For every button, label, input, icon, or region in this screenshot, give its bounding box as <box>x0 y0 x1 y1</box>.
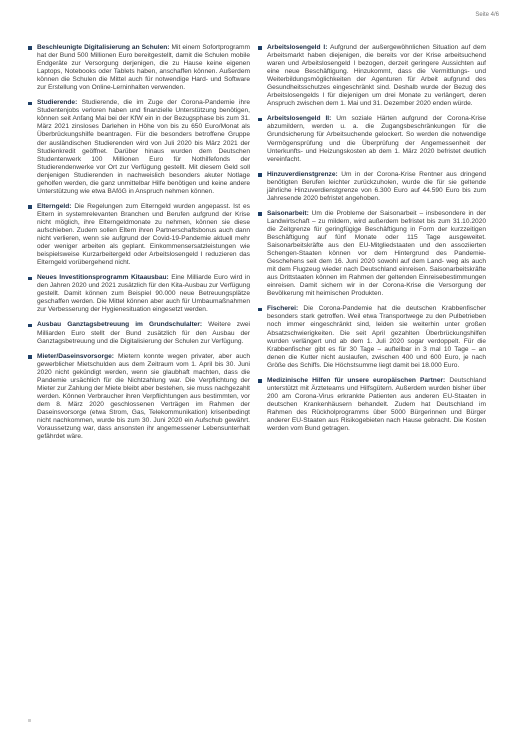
entry-kitaausbau <box>28 274 250 314</box>
entry-text: Die Corona-Pandemie hat die deutschen Krabbenfischer besonders stark getroffen. Weil etwa Transportwege zu den Pulbetrieben noch immer eingeschränkt sind, leiden sie weiterhin unter großen Absatzschwierigkeiten. Die seit April gezahlten Überbrückungshilfen wurden verlängert und ab dem 1. Juli 2020 sogar verdoppelt. Für die Krabbenfischer gibt es für 30 Tage – aufteilbar in 3 mal 10 Tage – an denen die Kutter nicht auslaufen, zwischen 400 und 600 Euro, je nach Größe des Schiffs. Die Höchstsumme liegt damit bei 18.000 Euro. <box>267 305 486 369</box>
bullet-icon <box>258 379 262 383</box>
entry-text: Um soziale Härten aufgrund der Corona-Krise abzumildern, werden u. a. die Zugangsbeschränkungen für die Grundsicherung für Arbeitsuchende gelockert. So werden die notwendige Vermögensprüfung und die Überprüfung der Angemessenheit der Unterkunfts- und Heizungskosten ab dem 1. März 2020 befristet deutlich vereinfacht. <box>267 115 487 163</box>
left-column <box>28 44 250 448</box>
entry-elterngeld <box>28 203 250 267</box>
bullet-icon <box>258 308 262 312</box>
entry-title: Medizinische Hilfen für unsere europäischen Partner: <box>267 376 446 384</box>
entry-title: Arbeitslosengeld I: <box>267 44 328 51</box>
entry-digitalisierung <box>28 44 250 92</box>
entry-title: Mieter/Daseinsvorsorge: <box>37 352 114 360</box>
entry-title: Beschleunigte Digitalisierung an Schulen: <box>37 44 170 51</box>
entry-text: Deutschland unterstützt mit Ärzteteams und Hilfsgütern. Außerdem wurden bisher über 200 am Corona-Virus erkrankte Patienten aus anderen EU-Staaten in deutschen Krankenhäusern behandelt. Zudem hat Deutschland im Rahmen des Rückholprogramms über 5000 Bürgerinnen und Bürger anderer EU-Staaten aus Risikogebieten nach Hause gebracht. Die Kosten werden vom Bund getragen. <box>267 376 486 433</box>
bullet-icon <box>258 46 262 50</box>
entry-title: Saisonarbeit: <box>267 209 309 217</box>
entry-text: Um in der Corona-Krise Rentner aus dringend benötigten Berufen leichter zurückzuholen, wurde die für sie geltende jährliche Hinzuverdienstgrenze von 6.300 Euro auf 44.590 Euro bis zum Jahresende 2020 befristet angehoben. <box>267 170 486 202</box>
entry-title: Hinzuverdienstgrenze: <box>267 170 338 178</box>
bullet-icon <box>28 205 32 209</box>
entry-arbeitslosengeld-1 <box>258 44 486 108</box>
entry-text: Aufgrund der außergewöhnlichen Situation auf dem Arbeitsmarkt haben diejenigen, die bereits vor der Krise arbeitsuchend waren und Arbeitslosengeld I bezogen, derzeit geringere Aussichten auf eine neue Beschäftigung. Hinzukommt, dass die Vermittlungs- und Weiterbildungsmöglichkeiten der Agenturen für Arbeit aufgrund des Gesundheitsschutzes eingeschränkt sind. Deshalb wurde der Bezug des Arbeitslosengelds I für diejenigen um drei Monate zu verlängert, deren Anspruch zwischen dem 1. Mai und 31. Dezember 2020 enden würde. <box>267 44 487 108</box>
bullet-icon <box>28 324 32 328</box>
entry-title: Neues Investitionsprogramm Kitaausbau: <box>37 274 169 282</box>
entry-title: Fischerei: <box>267 305 299 313</box>
footer-dot <box>28 719 31 722</box>
page-number: Seite 4/6 <box>475 12 499 18</box>
entry-saisonarbeit <box>258 210 486 299</box>
entry-text: Weitere zwei Milliarden Euro stellt der Bund zusätzlich für den Ausbau der Ganztagsbetreuung und die Digitalisierung der Schulen zur Verfügung. <box>37 321 250 345</box>
entry-title: Ausbau Ganztagsbetreuung im Grundschulalter: <box>37 321 203 329</box>
entry-mieter <box>28 353 250 442</box>
entry-title: Elterngeld: <box>37 202 72 210</box>
bullet-icon <box>258 212 262 216</box>
entry-studierende <box>28 99 250 196</box>
bullet-icon <box>258 118 262 122</box>
entry-title: Studierende: <box>37 99 78 107</box>
entry-text: Mit einem Sofortprogramm hat der Bund 500 Millionen Euro bereitgestellt, damit die Schulen mobile Endgeräte zur Versorgung derjenigen, die zu Hause keine eigenen Laptops, Notebooks oder Tablets haben, anschaffen können. Außerdem können die Schulen die Mittel auch für notwendige Hard- und Software zur Erstellung von Online-Lerninhalten verwenden. <box>37 44 250 92</box>
entry-text: Studierende, die im Zuge der Corona-Pandemie ihre Studentenjobs verloren haben und finanzielle Unterstützung benötigen, können seit Anfang Mai bei der KfW ein in der Bezugsphase bis zum 31. März 2021 zinsloses Darlehen in Höhe von bis zu 650 Euro/Monat als Überbrückungshilfe beantragen. Für die besonders betroffene Gruppe der ausländischen Studierenden wird von Juli 2020 bis März 2021 der Studienkredit geöffnet. Darüber hinaus wurden dem Deutschen Studentenwerk 100 Millionen Euro für Nothilfefonds der Studierendenwerke vor Ort zur Verfügung gestellt. Mit diesem Geld soll denjenigen Studierenden in nachweislich besonders akuter Notlage geholfen werden, die ganz unmittelbar Hilfe benötigen und keine andere Unterstützung wie etwa BAföG in Anspruch nehmen können. <box>37 99 250 195</box>
entry-text: Die Regelungen zum Elterngeld wurden angepasst. Ist es Eltern in systemrelevanten Branchen und Berufen aufgrund der Krise nicht möglich, ihre Elterngeldmonate zu nehmen, können sie diese aufschieben. Zudem sollen Eltern ihren Partnerschaftsbonus auch dann nicht verlieren, wenn sie aufgrund der Covid-19-Pandemie aktuell mehr oder weniger arbeiten als geplant. Einkommensersatzleistungen wie beispielsweise Kurzarbeitergeld oder Arbeitslosengeld I reduzieren das Elterngeld vorübergehend nicht. <box>37 202 250 267</box>
right-column <box>258 44 486 440</box>
bullet-icon <box>28 277 32 281</box>
bullet-icon <box>28 355 32 359</box>
bullet-icon <box>28 102 32 106</box>
entry-medizinische-hilfen <box>258 377 486 433</box>
entry-text: Mietern konnte wegen privater, aber auch gewerblicher Mietschulden aus dem Zeitraum vom 1. April bis 30. Juni 2020 nicht gekündigt werden, wenn sie glaubhaft machten, dass die Pandemie ursächlich für die Nichtzahlung war. Die Verpflichtung der Mieter zur Zahlung der Miete bleibt aber bestehen, sie muss nachgezahlt werden. Können Verbraucher ihren Verpflichtungen aus bestimmten, vor dem 8. März 2020 geschlossenen Verträgen im Rahmen der Daseinsvorsorge (etwa Strom, Gas, Telekommunikation) krisenbedingt nicht nachkommen, wurde bis zum 30. Juni 2020 ein Aufschub gewährt. Voraussetzung war, dass ansonsten ihr angemessener Lebensunterhalt gefährdet wäre. <box>37 352 250 441</box>
bullet-icon <box>258 173 262 177</box>
entry-hinzuverdienstgrenze <box>258 171 486 203</box>
bullet-icon <box>28 46 32 50</box>
entry-text: Eine Milliarde Euro wird in den Jahren 2020 und 2021 zusätzlich für den Kita-Ausbau zur Verfügung gestellt. Damit können zum Beispiel 90.000 neue Betreuungsplätze geschaffen werden. Die Mittel können aber auch für Umbaumaßnahmen zur Verbesserung der Hygienesituation eingesetzt werden. <box>37 274 250 314</box>
entry-title: Arbeitslosengeld II: <box>267 115 332 123</box>
entry-text: Um die Probleme der Saisonarbeit – insbesondere in der Landwirtschaft – zu mildern, wird außerdem befristet bis zum 31.10.2020 die Zeitgrenze für geringfügige Beschäftigung in Form der kurzzeitigen Beschäftigung auf fünf Monate oder 115 Tage ausgeweitet. Saisonarbeitskräfte aus den EU-Mitgliedstaaten und den assoziierten Schengen-Staaten können vor dem Hintergrund des Pandemie-Geschehens seit dem 16. Juni 2020 sowohl auf dem Land- weg als auch mit dem Flugzeug wieder nach Deutschland einreisen. Saisonarbeitskräfte aus Drittstaaten können im Rahmen der geltenden Einreisebestimmungen einreisen. Damit sichern wir in der Corona-Krise die Versorgung der Bevölkerung mit heimischen Produkten. <box>267 209 486 298</box>
entry-fischerei <box>258 305 486 369</box>
entry-arbeitslosengeld-2 <box>258 115 486 163</box>
entry-ganztagsbetreuung <box>28 321 250 345</box>
